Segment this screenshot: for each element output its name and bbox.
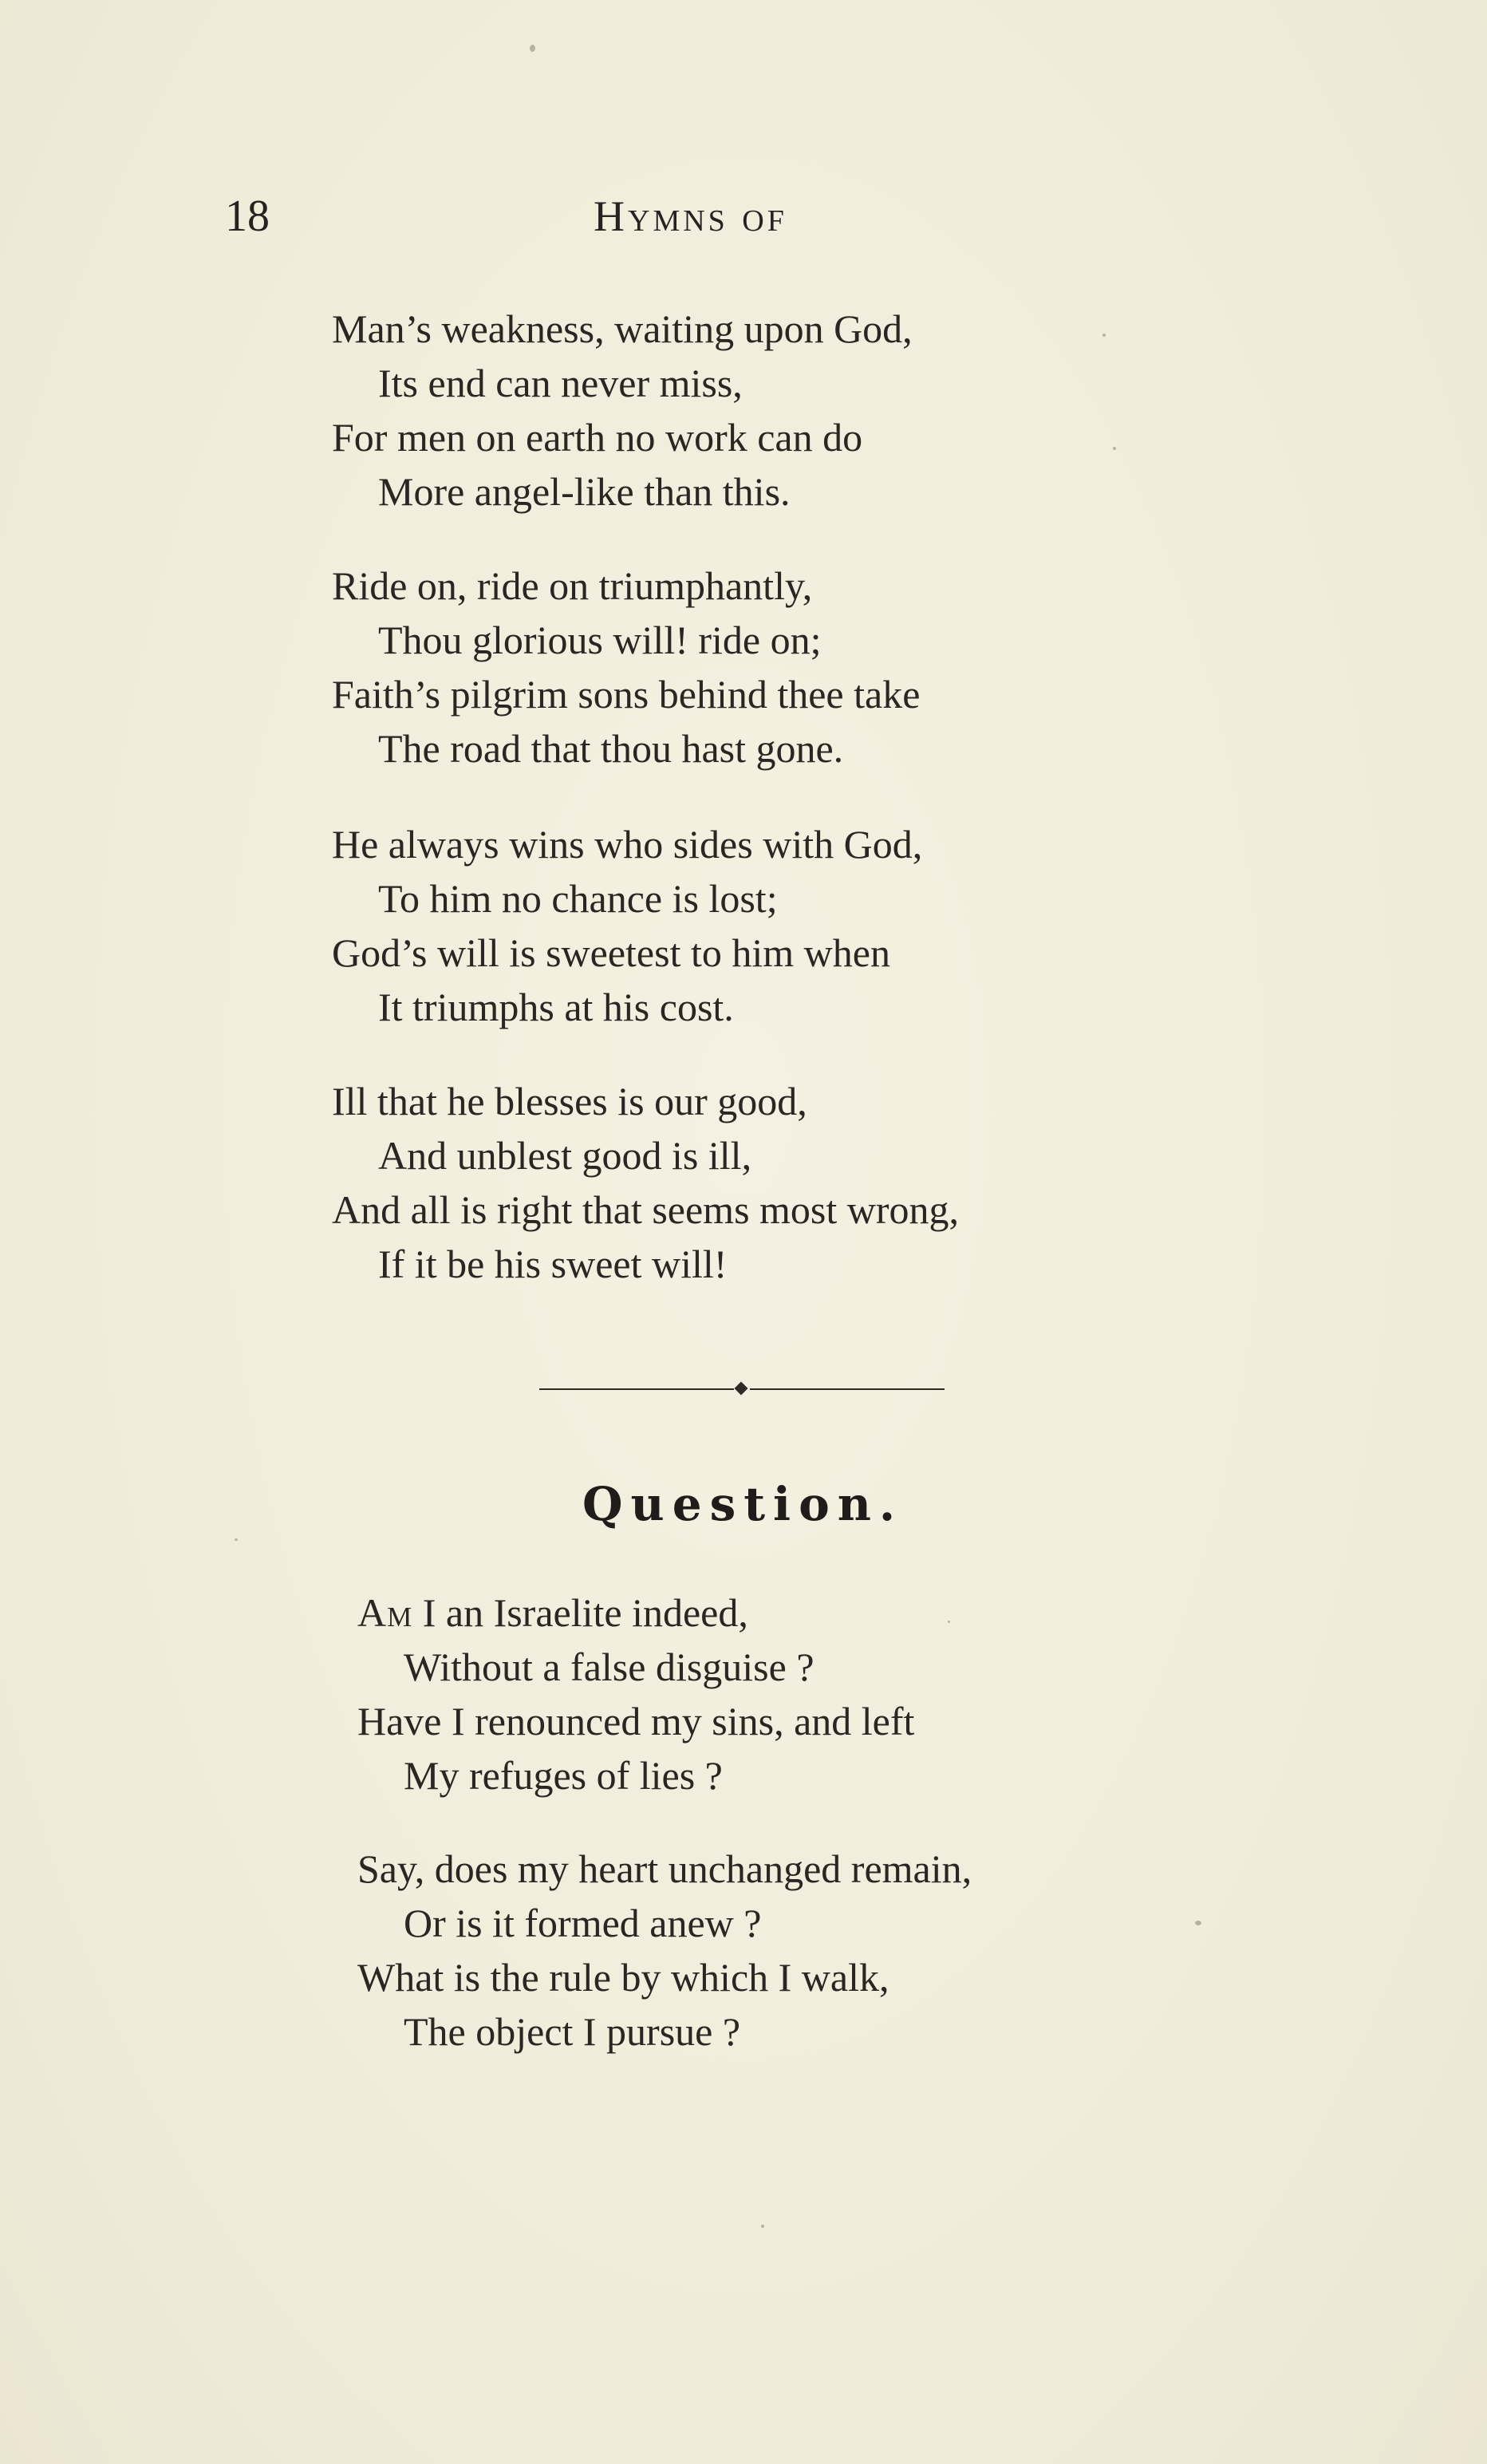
stanza-3 (332, 817, 922, 1034)
verse-line: It triumphs at his cost. (378, 985, 734, 1029)
stanza-1 (332, 302, 913, 519)
verse-line: Say, does my heart unchanged remain, (357, 1846, 972, 1891)
divider-rule-right (750, 1388, 945, 1390)
paper-speck (1195, 1921, 1201, 1925)
running-title: Hymns of (594, 192, 787, 240)
running-head (0, 188, 1487, 244)
verse-line: For men on earth no work can do (332, 415, 863, 460)
verse-line: To him no chance is lost; (378, 876, 778, 921)
verse-line: More angel-like than this. (378, 469, 791, 514)
ornamental-divider (539, 1381, 945, 1397)
verse-line: And all is right that seems most wrong, (332, 1187, 960, 1232)
paper-speck (235, 1538, 238, 1541)
verse-line: He always wins who sides with God, (332, 822, 923, 867)
verse-line: Without a false disguise ? (404, 1645, 814, 1689)
verse-line: If it be his sweet will! (378, 1242, 728, 1286)
paper-speck (1113, 447, 1116, 450)
opening-word: Am (357, 1590, 413, 1635)
opening-line-rest: I an Israelite indeed, (412, 1590, 748, 1635)
verse-line: Faith’s pilgrim sons behind thee take (332, 672, 921, 717)
stanza-4 (332, 1074, 959, 1291)
diamond-ornament-icon (735, 1382, 748, 1396)
question-stanza-1 (357, 1585, 914, 1803)
verse-line: God’s will is sweetest to him when (332, 930, 890, 975)
verse-line: What is the rule by which I walk, (357, 1955, 889, 2000)
verse-line-first (357, 1585, 914, 1640)
verse-line: Man’s weakness, waiting upon God, (332, 306, 913, 351)
verse-line: Ride on, ride on triumphantly, (332, 563, 813, 608)
verse-line: And unblest good is ill, (378, 1133, 752, 1178)
verse-line: Its end can never miss, (378, 361, 743, 405)
page-number: 18 (225, 192, 270, 241)
hymn-title: Question. (582, 1477, 904, 1531)
paper-speck (948, 1621, 950, 1623)
verse-line: Have I renounced my sins, and left (357, 1699, 915, 1743)
paper-speck (1102, 334, 1106, 337)
divider-rule-left (539, 1388, 734, 1390)
stanza-2 (332, 559, 920, 776)
paper-speck (761, 2225, 764, 2228)
verse-line: Ill that he blesses is our good, (332, 1079, 807, 1123)
verse-line: Thou glorious will! ride on; (378, 618, 822, 662)
verse-line: The object I pursue ? (404, 2009, 741, 2054)
question-stanza-2 (357, 1842, 972, 2059)
paper-speck (530, 45, 535, 52)
verse-line: Or is it formed anew ? (404, 1901, 762, 1945)
verse-line: My refuges of lies ? (404, 1753, 723, 1798)
verse-line: The road that thou hast gone. (378, 726, 844, 771)
